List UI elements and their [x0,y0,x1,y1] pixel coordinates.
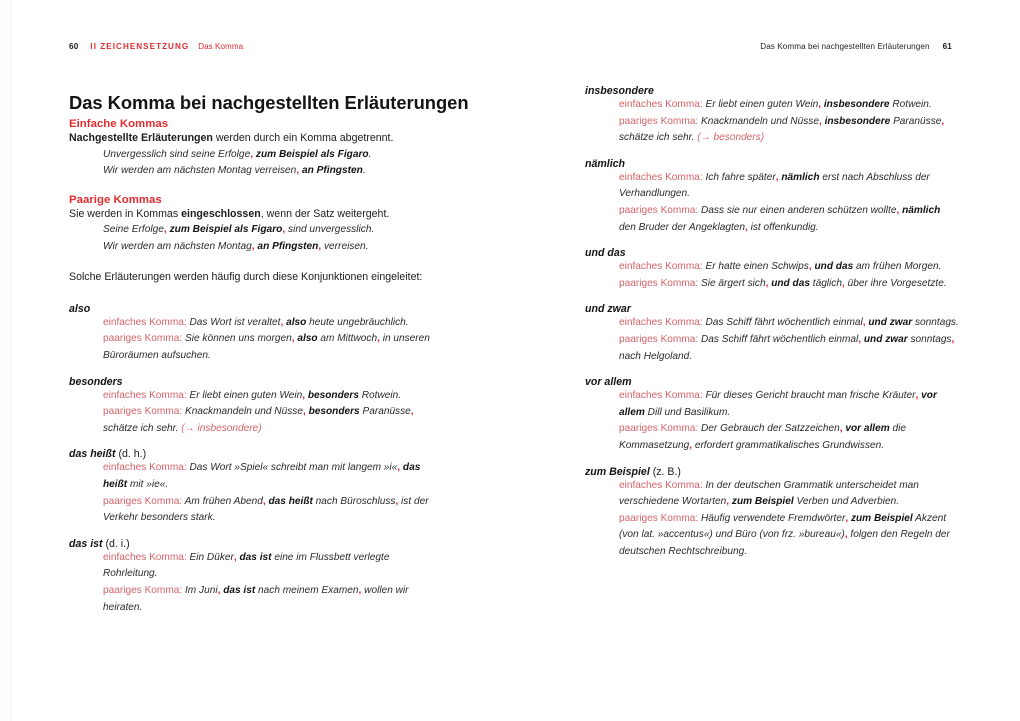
comma-example [103,460,443,493]
example-text: über ihre Vorgesetzte. [844,277,947,289]
left-column [69,0,443,627]
conjunction-emphasis: und das [811,261,854,273]
comma-example [103,315,443,332]
comma-type-label: paariges Komma: [619,333,699,345]
comma-example [619,511,959,561]
highlighted-comma: , [941,115,945,127]
highlighted-comma: , [280,316,284,328]
conjunction-term: also [69,302,91,315]
highlighted-comma: , [845,512,849,524]
rule-emphasis: eingeschlossen [181,207,261,220]
conjunction-entry [585,466,959,561]
example-text: Er liebt einen guten Wein [186,389,303,401]
conjunction-entry [585,85,959,147]
example-text: Knackmandeln und Nüsse [182,406,303,418]
highlighted-comma: , [841,277,845,289]
conjunction-emphasis: und zwar [861,333,908,345]
comma-type-label: einfaches Komma: [619,390,703,402]
example-text: Dass sie nur einen anderen schützen wollte [698,204,897,216]
example-text: schätze ich sehr. [619,132,698,144]
conjunction-entry [69,376,443,438]
example-text: sonntags [907,333,952,345]
highlighted-comma: , [163,224,167,236]
comma-example [619,276,959,293]
conjunction-term: und das [585,247,626,260]
example-text: Häufig verwendete Fremdwörter [698,512,846,524]
comma-example [619,478,959,511]
conjunction-emphasis: und das [768,277,810,289]
comma-example [619,315,959,332]
conjunction-term: nämlich [585,157,626,170]
comma-example [619,388,959,421]
highlighted-comma: , [862,317,866,329]
conjunction-entry [69,538,443,616]
highlighted-comma: , [233,551,237,563]
conjunction-emphasis: nämlich [899,204,941,216]
highlighted-comma: , [318,240,322,252]
conjunction-emphasis: besonders [305,406,360,418]
rule-section [69,194,443,256]
rule-statement: Sie werden in Kommas eingeschlossen, wenn der Satz weitergeht. [69,207,390,220]
highlighted-comma: , [282,224,286,236]
highlighted-comma: , [858,333,862,345]
conjunction-emphasis: das heißt [265,495,313,507]
example-text: Im Juni [182,585,218,596]
comma-type-label: paariges Komma: [103,406,183,418]
comma-type-label: einfaches Komma: [619,171,703,183]
conjunction-term: zum Beispiel (z. B.) [585,465,681,478]
example-text: ist offenkundig. [747,221,819,233]
comma-type-label: einfaches Komma: [619,99,703,110]
rule-example: Wir werden am nächsten Montag verreisen, an Pfingsten. [103,165,366,177]
example-text: folgen den Regeln der deutschen Rechtschreibung. [619,529,950,557]
highlighted-comma: , [818,99,822,110]
conjunction-term: vor allem [585,376,632,389]
example-text: nach Helgoland. [619,350,693,362]
right-column [585,0,959,571]
example-text: am frühen Morgen. [853,261,942,273]
example-text: mit »ie«. [127,479,169,491]
running-head-section-title: Das Komma bei nachgestellten Erläuterungen [760,42,930,51]
example-text: schätze ich sehr. [103,422,182,434]
example-text: ist der Verkehr besonders stark. [103,495,429,524]
conjunction-entry [585,247,959,292]
conjunction-emphasis: vor allem [619,390,937,418]
example-emphasis: zum Beispiel als Figaro [166,224,283,236]
example-text: erfordert grammatikalisches Grundwissen. [692,439,885,451]
highlighted-comma: , [302,406,306,418]
folio-left: 60 [69,42,79,51]
conjunction-emphasis: insbesondere [821,99,890,110]
comma-example [619,114,959,147]
example-emphasis: an Pfingsten [254,240,319,252]
comma-type-label: einfaches Komma: [103,316,187,328]
rule-example: Seine Erfolge, zum Beispiel als Figaro, sind unvergesslich. [103,224,375,236]
highlighted-comma: , [818,115,822,127]
comma-type-label: paariges Komma: [619,512,699,524]
highlighted-comma: , [808,261,812,273]
highlighted-comma: , [410,406,414,418]
conjunction-emphasis: und zwar [865,317,913,329]
example-text: Verben und Adverbien. [793,496,900,508]
comma-example [619,97,959,114]
example-text: Paranüsse [890,115,942,127]
example-emphasis: zum Beispiel als Figaro [253,148,369,160]
example-text: Für dieses Gericht braucht man frische Kräuter [702,390,916,402]
intro-sentence: Solche Erläuterungen werden häufig durch diese Konjunktionen eingeleitet: [69,271,423,284]
conjunction-emphasis: zum Beispiel [848,512,913,524]
highlighted-comma: , [217,585,221,596]
example-text: den Bruder der Angeklagten [619,221,746,233]
highlighted-comma: , [395,495,399,507]
conjunction-term: und zwar [585,303,631,316]
example-text: nach meinem Examen [255,585,359,596]
highlighted-comma: , [844,529,848,541]
comma-example [103,404,443,437]
example-text: erst nach Abschluss der Verhandlungen. [619,171,930,200]
page-edge-decoration [0,0,11,721]
example-text: täglich [809,277,842,289]
comma-type-label: paariges Komma: [619,277,699,289]
conjunction-entry [585,158,959,236]
section-heading: Einfache Kommas [69,118,169,130]
conjunction-abbreviation: (d. h.) [115,448,147,461]
example-text: Paranüsse [359,406,411,418]
example-text: Er liebt einen guten Wein [702,99,819,110]
comma-example [103,331,443,364]
comma-example [619,421,959,454]
rule-example: Wir werden am nächsten Montag, an Pfingsten, verreisen. [103,240,369,252]
conjunction-emphasis: besonders [305,389,359,401]
highlighted-comma: , [377,333,380,345]
conjunction-term: insbesondere [585,85,654,97]
page-title: Das Komma bei nachgestellten Erläuterungen [69,92,469,114]
conjunction-entry [585,303,959,365]
comma-type-label: paariges Komma: [619,204,699,216]
example-text: Akzent (von lat. »accentus«) und Büro (von frz. »bureau«) [619,512,947,541]
comma-type-label: paariges Komma: [103,585,183,596]
conjunction-emphasis: nämlich [778,171,820,183]
conjunction-entry [69,303,443,365]
comma-example [619,203,959,236]
conjunction-term: das heißt (d. h.) [69,448,147,461]
example-text: In der deutschen Grammatik unterscheidet man verschiedene Wortarten [619,479,919,508]
example-text: Ich fahre später [702,171,776,183]
comma-example [619,259,959,276]
conjunction-term: besonders [69,375,123,388]
rule-emphasis: Nachgestellte Erläuterungen [69,132,213,144]
conjunction-emphasis: zum Beispiel [729,496,794,508]
cross-reference: (→ besonders) [697,132,765,144]
highlighted-comma: , [765,277,769,289]
comma-type-label: einfaches Komma: [103,462,187,474]
example-text: in unseren Büroräumen aufsuchen. [103,333,430,362]
comma-type-label: paariges Komma: [619,115,699,127]
comma-example [103,550,443,583]
highlighted-comma: , [915,390,919,402]
example-text: eine im Flussbett verlegte Rohrleitung. [103,551,390,580]
example-emphasis: an Pfingsten [299,165,363,177]
comma-type-label: einfaches Komma: [103,551,187,563]
comma-example [619,170,959,203]
comma-type-label: paariges Komma: [103,333,183,345]
rule-statement: Nachgestellte Erläuterungen werden durch ein Komma abgetrennt. [69,132,394,144]
section-heading: Paarige Kommas [69,193,162,206]
conjunction-emphasis: das heißt [103,462,421,491]
folio-right: 61 [942,42,952,51]
conjunction-entry [585,376,959,454]
comma-example [103,388,443,405]
comma-type-label: paariges Komma: [619,423,699,435]
conjunction-emphasis: insbesondere [821,115,891,127]
comma-type-label: einfaches Komma: [103,389,187,401]
conjunction-emphasis: das ist [236,551,272,563]
example-text: Das Schiff fährt wöchentlich einmal [702,317,863,329]
highlighted-comma: , [839,423,843,435]
left-column-body [69,0,443,616]
rule-section [69,118,443,180]
comma-type-label: paariges Komma: [103,495,183,507]
example-text: am Mittwoch [317,333,378,345]
conjunction-emphasis: das ist [220,585,256,596]
comma-type-label: einfaches Komma: [619,479,703,491]
comma-example [103,494,443,527]
example-text: die Kommasetzung [619,423,907,451]
example-text: nach Büroschluss [312,495,396,507]
example-text: Das Wort ist veraltet [186,316,281,328]
example-text: Am frühen Abend [182,495,263,507]
example-text: sonntags. [912,317,959,329]
highlighted-comma: , [291,333,295,345]
example-text: Knackmandeln und Nüsse [698,115,819,127]
example-text: Rotwein. [358,389,402,401]
example-text: Sie können uns morgen [182,333,292,345]
example-text: Der Gebrauch der Satzzeichen [698,423,840,435]
highlighted-comma: , [296,165,300,177]
conjunction-entry [69,448,443,526]
highlighted-comma: , [262,495,266,507]
running-head-chapter: Das Komma [198,42,244,51]
comma-type-label: einfaches Komma: [619,261,703,273]
comma-type-label: einfaches Komma: [619,317,703,329]
running-head-part: II ZEICHENSETZUNG [90,42,190,51]
example-text: Sie ärgert sich [698,277,766,289]
highlighted-comma: , [951,333,955,345]
example-text: Er hatte einen Schwips [702,261,809,273]
rule-example: Unvergesslich sind seine Erfolge, zum Beispiel als Figaro. [103,148,372,160]
highlighted-comma: , [726,496,730,508]
highlighted-comma: , [896,204,900,216]
conjunction-emphasis: also [294,333,318,345]
highlighted-comma: , [251,240,255,252]
conjunction-emphasis: also [283,316,307,328]
highlighted-comma: , [302,389,306,401]
example-text: heute ungebräuchlich. [306,316,409,328]
conjunction-abbreviation: (d. i.) [102,537,130,550]
example-text: wollen wir heiraten. [103,585,409,613]
example-text: Rotwein. [889,99,932,110]
example-text: Dill und Basilikum. [644,406,731,418]
comma-example [619,332,959,365]
conjunction-term: das ist (d. i.) [69,537,130,550]
comma-example [103,583,443,616]
example-text: Das Wort »Spiel« schreibt man mit langem »i« [186,462,398,474]
cross-reference: (→ insbesondere) [181,422,262,434]
highlighted-comma: , [689,439,693,451]
example-text: Ein Düker [186,551,234,563]
highlighted-comma: , [745,221,748,233]
highlighted-comma: , [775,171,779,183]
highlighted-comma: , [397,462,401,474]
example-text: Das Schiff fährt wöchentlich einmal [698,333,859,345]
highlighted-comma: , [358,585,362,596]
conjunction-emphasis: vor allem [842,423,890,435]
right-column-body [585,0,959,560]
conjunction-abbreviation: (z. B.) [649,465,681,478]
highlighted-comma: , [250,148,254,160]
